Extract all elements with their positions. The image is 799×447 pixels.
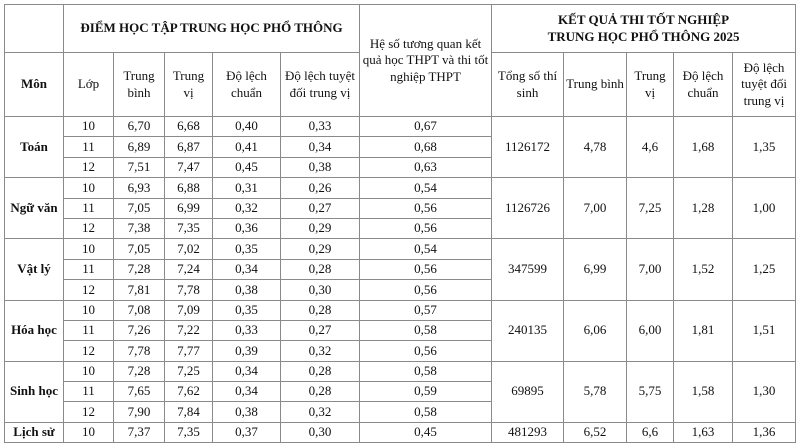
cell-tn-trung-binh: 6,52 xyxy=(564,422,627,442)
cell-tn-trung-binh: 6,99 xyxy=(564,239,627,300)
cell-do-lech-tuyet-doi: 0,34 xyxy=(281,137,360,157)
cell-he-so: 0,58 xyxy=(360,402,492,422)
cell-trung-vi: 7,22 xyxy=(165,320,213,340)
cell-lop: 12 xyxy=(64,157,114,177)
cell-trung-binh: 6,89 xyxy=(114,137,165,157)
cell-trung-binh: 7,37 xyxy=(114,422,165,442)
cell-do-lech-tuyet-doi: 0,30 xyxy=(281,422,360,442)
cell-tong-so-thi-sinh: 69895 xyxy=(492,361,564,422)
score-statistics-table xyxy=(4,4,796,443)
cell-trung-vi: 7,47 xyxy=(165,157,213,177)
cell-he-so: 0,54 xyxy=(360,178,492,198)
cell-tn-trung-vi: 7,25 xyxy=(627,178,674,239)
cell-he-so: 0,58 xyxy=(360,361,492,381)
cell-he-so: 0,68 xyxy=(360,137,492,157)
header-trung-binh: Trung bình xyxy=(114,53,165,117)
cell-do-lech-chuan: 0,34 xyxy=(213,361,281,381)
cell-trung-vi: 7,02 xyxy=(165,239,213,259)
header-he-so-tuong-quan: Hệ số tương quan kết quả học THPT và thi tốt nghiệp THPT xyxy=(360,5,492,117)
cell-tn-do-lech-tuyet-doi: 1,00 xyxy=(733,178,796,239)
cell-trung-vi: 7,35 xyxy=(165,422,213,442)
cell-lop: 10 xyxy=(64,239,114,259)
cell-do-lech-tuyet-doi: 0,29 xyxy=(281,218,360,238)
table-body xyxy=(5,117,796,443)
cell-do-lech-chuan: 0,36 xyxy=(213,218,281,238)
cell-trung-binh: 7,51 xyxy=(114,157,165,177)
cell-do-lech-chuan: 0,39 xyxy=(213,341,281,361)
cell-tn-trung-vi: 4,6 xyxy=(627,117,674,178)
header-tn-trung-binh: Trung bình xyxy=(564,53,627,117)
cell-trung-vi: 6,88 xyxy=(165,178,213,198)
cell-tn-do-lech-chuan: 1,81 xyxy=(674,300,733,361)
table-row xyxy=(5,361,796,381)
cell-lop: 10 xyxy=(64,117,114,137)
cell-trung-binh: 7,05 xyxy=(114,239,165,259)
cell-trung-binh: 7,90 xyxy=(114,402,165,422)
subject-name: Lịch sử xyxy=(5,422,64,442)
header-do-lech-tuyet-doi: Độ lệch tuyệt đối trung vị xyxy=(281,53,360,117)
cell-do-lech-chuan: 0,33 xyxy=(213,320,281,340)
cell-he-so: 0,56 xyxy=(360,280,492,300)
cell-tn-trung-vi: 6,6 xyxy=(627,422,674,442)
cell-trung-vi: 6,87 xyxy=(165,137,213,157)
cell-trung-vi: 7,62 xyxy=(165,382,213,402)
table-row xyxy=(5,239,796,259)
cell-he-so: 0,67 xyxy=(360,117,492,137)
cell-tong-so-thi-sinh: 481293 xyxy=(492,422,564,442)
header-lop: Lớp xyxy=(64,53,114,117)
cell-tn-do-lech-chuan: 1,52 xyxy=(674,239,733,300)
cell-tong-so-thi-sinh: 1126172 xyxy=(492,117,564,178)
cell-tong-so-thi-sinh: 347599 xyxy=(492,239,564,300)
cell-lop: 10 xyxy=(64,361,114,381)
cell-trung-binh: 6,93 xyxy=(114,178,165,198)
cell-trung-vi: 7,35 xyxy=(165,218,213,238)
cell-tn-do-lech-chuan: 1,63 xyxy=(674,422,733,442)
cell-tn-do-lech-tuyet-doi: 1,25 xyxy=(733,239,796,300)
cell-he-so: 0,56 xyxy=(360,218,492,238)
header-trung-vi: Trung vị xyxy=(165,53,213,117)
cell-tn-trung-binh: 5,78 xyxy=(564,361,627,422)
cell-trung-vi: 7,77 xyxy=(165,341,213,361)
cell-do-lech-tuyet-doi: 0,38 xyxy=(281,157,360,177)
cell-trung-binh: 7,65 xyxy=(114,382,165,402)
cell-tn-trung-binh: 7,00 xyxy=(564,178,627,239)
cell-lop: 11 xyxy=(64,198,114,218)
cell-he-so: 0,59 xyxy=(360,382,492,402)
cell-lop: 10 xyxy=(64,178,114,198)
cell-tn-trung-vi: 7,00 xyxy=(627,239,674,300)
cell-he-so: 0,63 xyxy=(360,157,492,177)
cell-tn-do-lech-chuan: 1,28 xyxy=(674,178,733,239)
cell-lop: 12 xyxy=(64,341,114,361)
cell-trung-vi: 7,24 xyxy=(165,259,213,279)
header-tn-do-lech-chuan: Độ lệch chuẩn xyxy=(674,53,733,117)
header-tn-trung-vi: Trung vị xyxy=(627,53,674,117)
header-ket-qua-thi-line1: KẾT QUẢ THI TỐT NGHIỆP xyxy=(558,11,730,27)
cell-tn-do-lech-tuyet-doi: 1,30 xyxy=(733,361,796,422)
table-row xyxy=(5,300,796,320)
subject-name: Sinh học xyxy=(5,361,64,422)
cell-do-lech-chuan: 0,38 xyxy=(213,402,281,422)
cell-lop: 12 xyxy=(64,218,114,238)
cell-he-so: 0,56 xyxy=(360,341,492,361)
cell-lop: 11 xyxy=(64,320,114,340)
cell-trung-binh: 7,05 xyxy=(114,198,165,218)
corner-cell xyxy=(5,5,64,53)
header-ket-qua-thi xyxy=(492,5,796,53)
cell-he-so: 0,56 xyxy=(360,259,492,279)
table-row xyxy=(5,422,796,442)
cell-tn-trung-vi: 6,00 xyxy=(627,300,674,361)
cell-do-lech-tuyet-doi: 0,26 xyxy=(281,178,360,198)
cell-trung-vi: 7,78 xyxy=(165,280,213,300)
cell-trung-binh: 7,26 xyxy=(114,320,165,340)
cell-trung-vi: 7,09 xyxy=(165,300,213,320)
cell-do-lech-tuyet-doi: 0,27 xyxy=(281,198,360,218)
cell-lop: 11 xyxy=(64,382,114,402)
cell-tn-do-lech-tuyet-doi: 1,36 xyxy=(733,422,796,442)
cell-do-lech-chuan: 0,34 xyxy=(213,382,281,402)
cell-trung-vi: 6,99 xyxy=(165,198,213,218)
cell-do-lech-chuan: 0,40 xyxy=(213,117,281,137)
cell-lop: 12 xyxy=(64,402,114,422)
cell-do-lech-chuan: 0,45 xyxy=(213,157,281,177)
cell-lop: 12 xyxy=(64,280,114,300)
subject-name: Toán xyxy=(5,117,64,178)
header-mon: Môn xyxy=(5,53,64,117)
cell-do-lech-tuyet-doi: 0,27 xyxy=(281,320,360,340)
cell-do-lech-tuyet-doi: 0,32 xyxy=(281,402,360,422)
cell-trung-vi: 7,25 xyxy=(165,361,213,381)
header-ket-qua-thi-line2: TRUNG HỌC PHỔ THÔNG 2025 xyxy=(547,28,740,44)
cell-lop: 11 xyxy=(64,137,114,157)
cell-lop: 10 xyxy=(64,300,114,320)
cell-trung-binh: 7,38 xyxy=(114,218,165,238)
cell-do-lech-tuyet-doi: 0,28 xyxy=(281,300,360,320)
cell-trung-binh: 7,08 xyxy=(114,300,165,320)
header-do-lech-chuan: Độ lệch chuẩn xyxy=(213,53,281,117)
cell-do-lech-chuan: 0,35 xyxy=(213,239,281,259)
cell-do-lech-tuyet-doi: 0,28 xyxy=(281,259,360,279)
cell-do-lech-chuan: 0,38 xyxy=(213,280,281,300)
cell-do-lech-chuan: 0,35 xyxy=(213,300,281,320)
cell-do-lech-tuyet-doi: 0,29 xyxy=(281,239,360,259)
cell-tn-do-lech-tuyet-doi: 1,51 xyxy=(733,300,796,361)
cell-he-so: 0,54 xyxy=(360,239,492,259)
cell-tn-do-lech-chuan: 1,58 xyxy=(674,361,733,422)
cell-tn-do-lech-tuyet-doi: 1,35 xyxy=(733,117,796,178)
cell-do-lech-tuyet-doi: 0,32 xyxy=(281,341,360,361)
cell-trung-binh: 7,28 xyxy=(114,361,165,381)
cell-do-lech-tuyet-doi: 0,28 xyxy=(281,361,360,381)
cell-trung-vi: 7,84 xyxy=(165,402,213,422)
cell-tong-so-thi-sinh: 240135 xyxy=(492,300,564,361)
cell-trung-vi: 6,68 xyxy=(165,117,213,137)
cell-he-so: 0,56 xyxy=(360,198,492,218)
cell-trung-binh: 7,81 xyxy=(114,280,165,300)
subject-name: Hóa học xyxy=(5,300,64,361)
cell-tn-do-lech-chuan: 1,68 xyxy=(674,117,733,178)
cell-he-so: 0,58 xyxy=(360,320,492,340)
subject-name: Ngữ văn xyxy=(5,178,64,239)
cell-tong-so-thi-sinh: 1126726 xyxy=(492,178,564,239)
cell-do-lech-chuan: 0,37 xyxy=(213,422,281,442)
cell-tn-trung-binh: 6,06 xyxy=(564,300,627,361)
table-row xyxy=(5,117,796,137)
table-row xyxy=(5,178,796,198)
cell-do-lech-chuan: 0,31 xyxy=(213,178,281,198)
cell-tn-trung-vi: 5,75 xyxy=(627,361,674,422)
cell-lop: 11 xyxy=(64,259,114,279)
cell-he-so: 0,57 xyxy=(360,300,492,320)
cell-trung-binh: 6,70 xyxy=(114,117,165,137)
cell-trung-binh: 7,28 xyxy=(114,259,165,279)
header-diem-hoc-tap: ĐIỂM HỌC TẬP TRUNG HỌC PHỔ THÔNG xyxy=(64,5,360,53)
cell-trung-binh: 7,78 xyxy=(114,341,165,361)
cell-do-lech-tuyet-doi: 0,30 xyxy=(281,280,360,300)
cell-lop: 10 xyxy=(64,422,114,442)
header-row-group xyxy=(5,5,796,53)
header-tn-do-lech-tuyet-doi: Độ lệch tuyệt đối trung vị xyxy=(733,53,796,117)
cell-tn-trung-binh: 4,78 xyxy=(564,117,627,178)
cell-he-so: 0,45 xyxy=(360,422,492,442)
cell-do-lech-tuyet-doi: 0,33 xyxy=(281,117,360,137)
cell-do-lech-tuyet-doi: 0,28 xyxy=(281,382,360,402)
cell-do-lech-chuan: 0,41 xyxy=(213,137,281,157)
cell-do-lech-chuan: 0,32 xyxy=(213,198,281,218)
cell-do-lech-chuan: 0,34 xyxy=(213,259,281,279)
header-tong-so-thi-sinh: Tổng số thí sinh xyxy=(492,53,564,117)
subject-name: Vật lý xyxy=(5,239,64,300)
